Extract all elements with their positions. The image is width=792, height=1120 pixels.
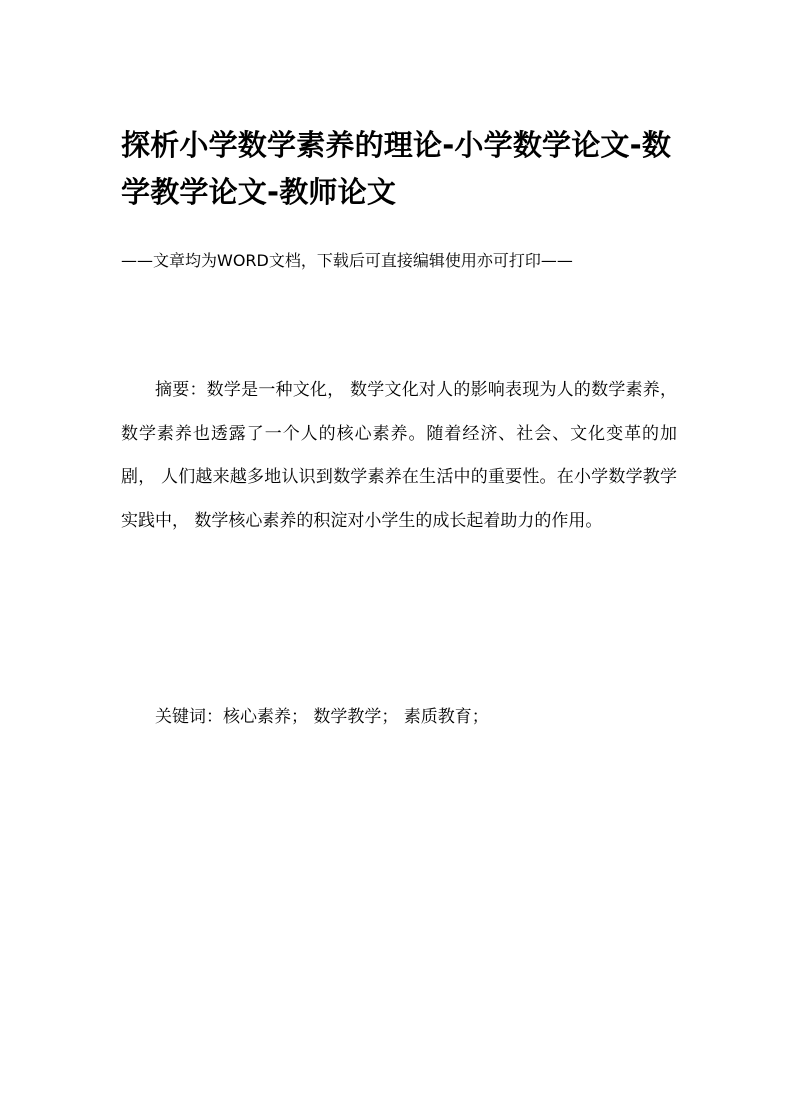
- document-subtitle: ——文章均为WORD文档，下载后可直接编辑使用亦可打印——: [121, 251, 573, 270]
- abstract-paragraph: 摘要：数学是一种文化， 数学文化对人的影响表现为人的数学素养， 数学素养也透露了一个人的核心素养。随着经济、社会、文化变革的加剧， 人们越来越多地认识到数学素养在生活中的重要性。在小学数学教学实践中， 数学核心素养的积淀对小学生的成长起着助力的作用。: [121, 380, 677, 531]
- keywords-line: 关键词：核心素养； 数学教学； 素质教育；: [155, 707, 489, 727]
- document-title: 探析小学数学素养的理论-小学数学论文-数学教学论文-教师论文: [121, 128, 672, 209]
